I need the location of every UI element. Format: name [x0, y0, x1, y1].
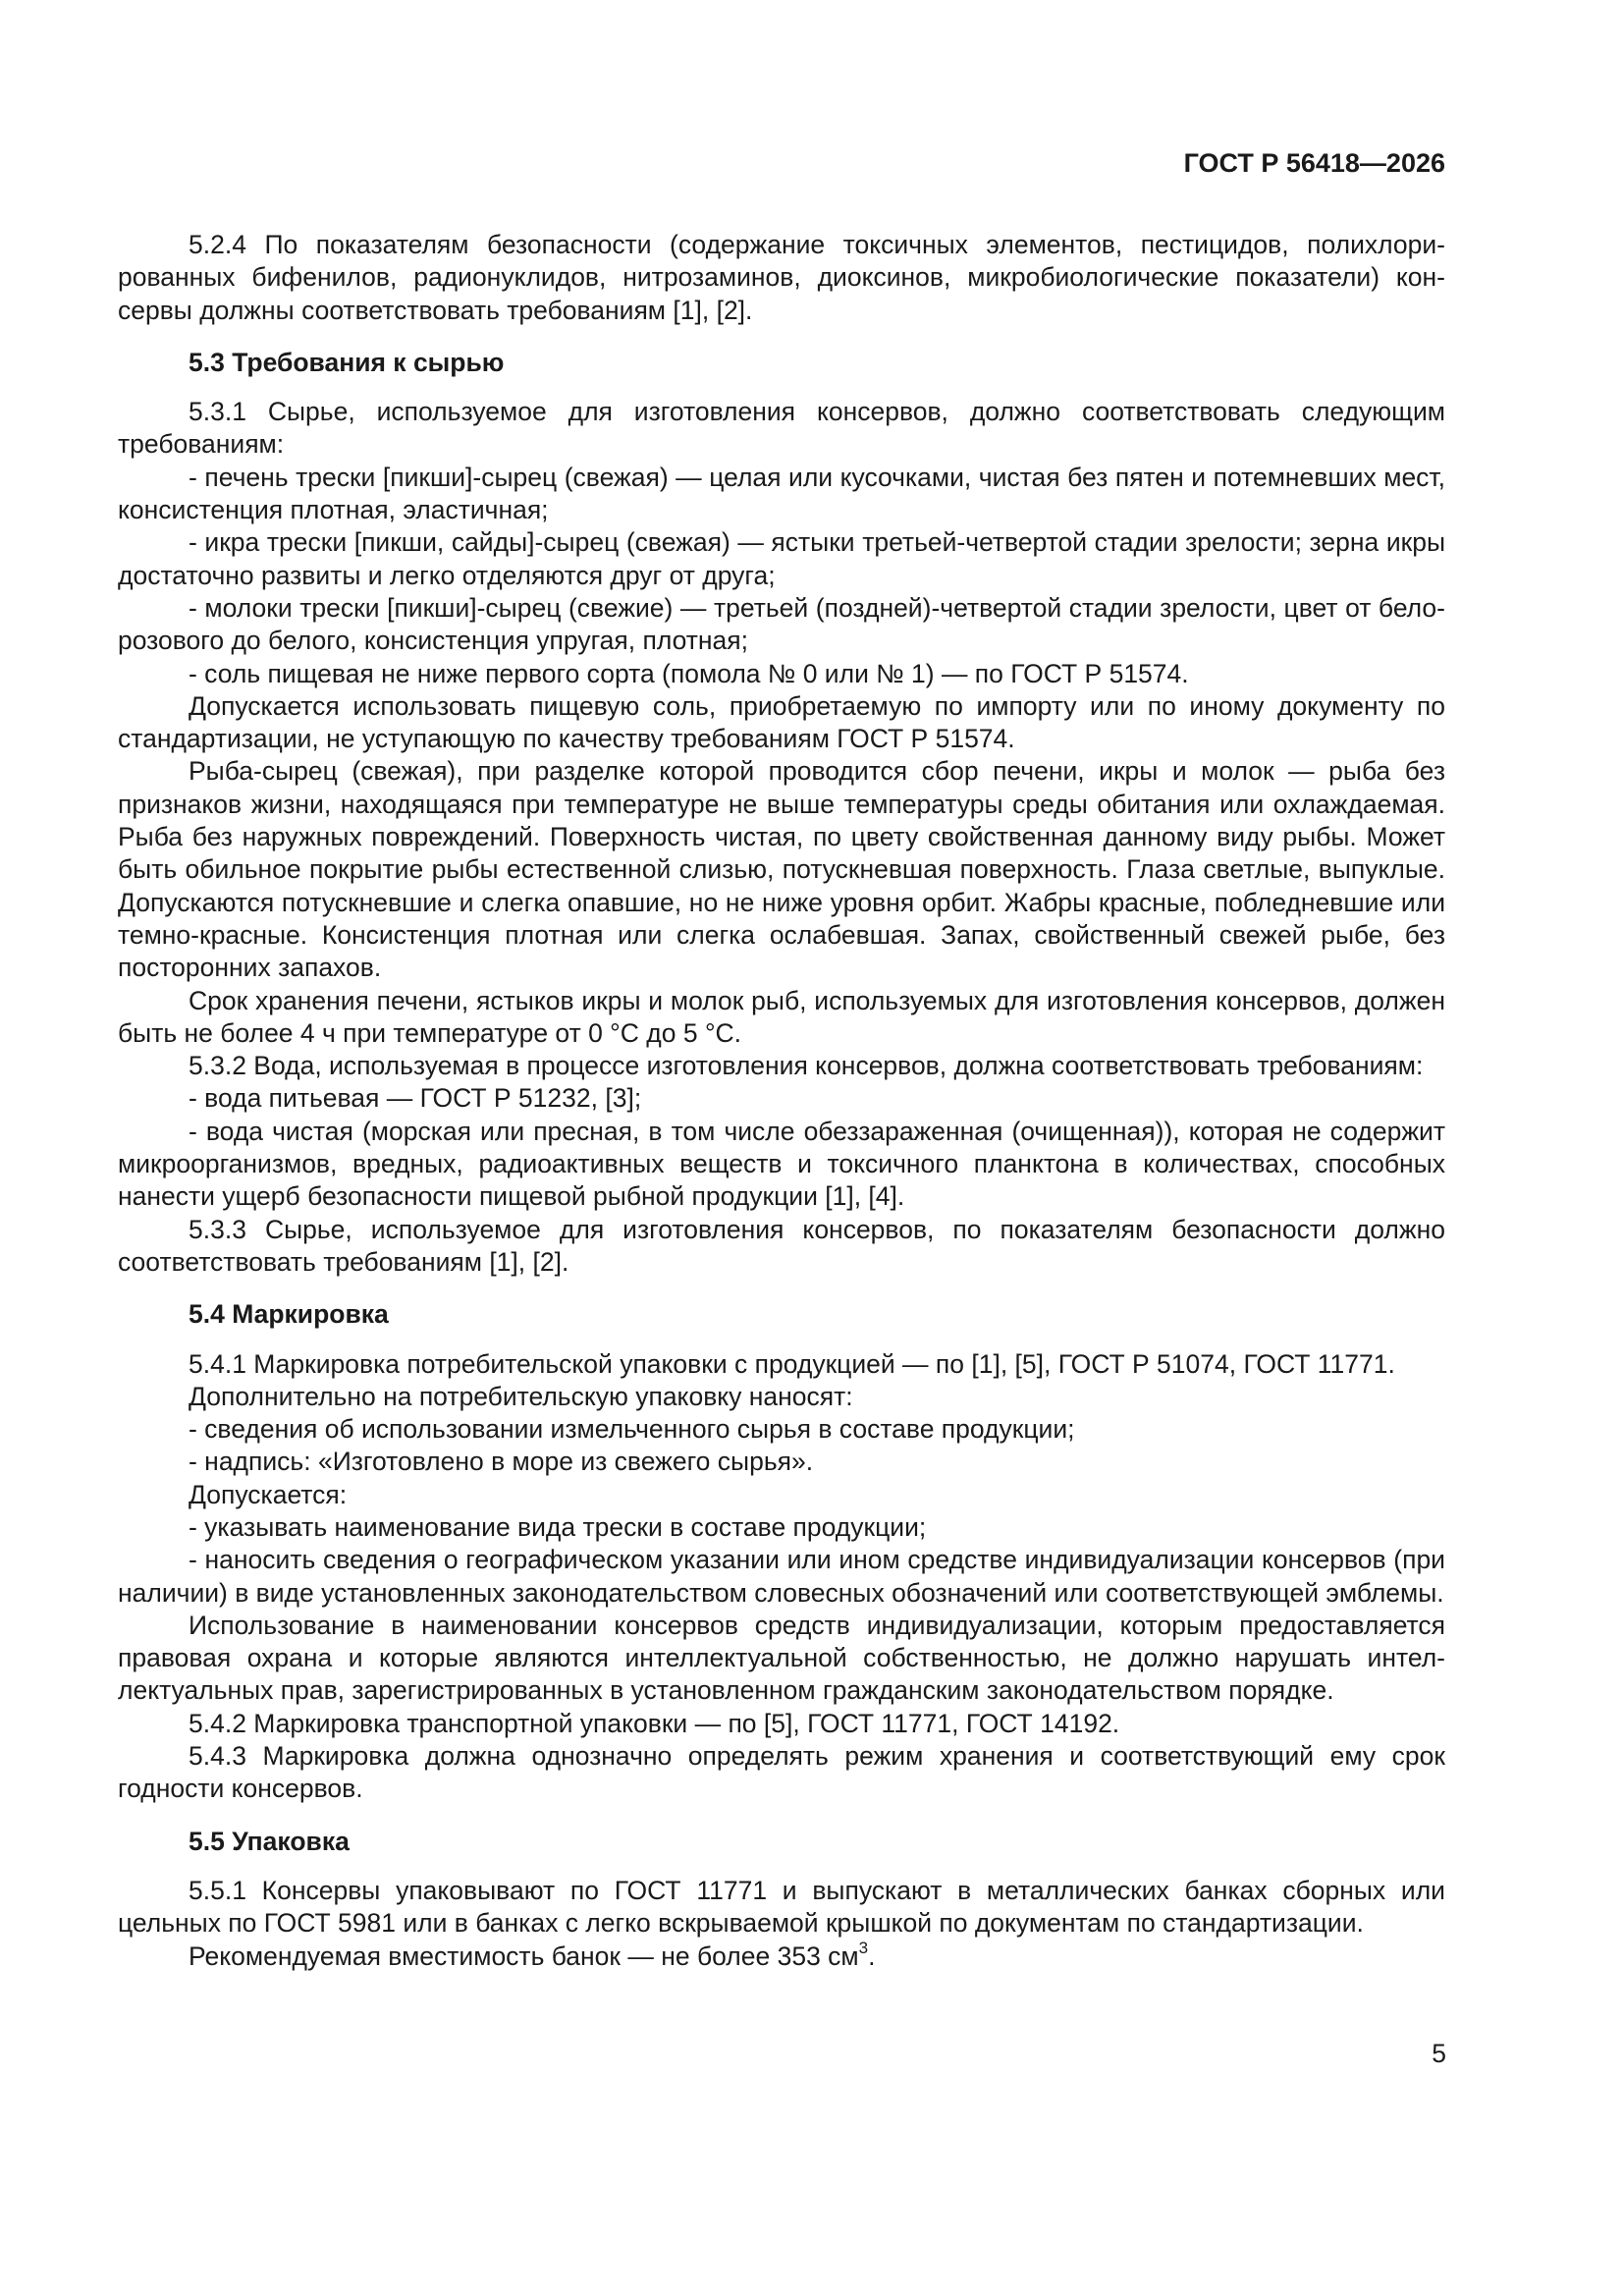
paragraph-5-3-1: 5.3.1 Сырье, используемое для изготовления консервов, должно соответствовать следующим требованиям: [118, 397, 1445, 460]
list-item-clean-water: - вода чистая (морская или пресная, в том числе обеззараженная (очищенная)), которая не содержит микроорганизмов, вредных, радиоактивных веществ и токсичного планктона в количествах, способных нанести ущерб безопасности пищевой рыбной продукции [1], [4]. [118, 1116, 1445, 1212]
paragraph-raw-fish: Рыба-сырец (свежая), при разделке которой проводится сбор печени, икры и молок — рыба без признаков жизни, находящаяся при температуре не выше температуры среды обитания или охлаждаемая. Рыба без наружных повреждений. Поверхность чистая, по цвету свойственная данному виду рыбы. Может быть обильное покрытие рыбы естественной слизью, потускневшая поверхность. Глаза светлые, выпуклые. Допускаются потускневшие и слегка опавшие, но не ниже уровня орбит. Жабры красные, побледневшие или темно-красные. Консистенция плотная или слегка ослабевшая. Запах, свойственный свежей рыбе, без посторонних запахов. [118, 756, 1445, 983]
cubic-superscript: 3 [858, 1938, 869, 1957]
paragraph-can-volume [118, 1938, 1445, 1973]
paragraph-salt-import: Допускается использовать пищевую соль, приобретаемую по импорту или по иному документу по стандартизации, не уступающую по качеству требованиям ГОСТ Р 51574. [118, 690, 1445, 754]
paragraph-storage-time: Срок хранения печени, ястыков икры и молок рыб, используемых для изготовления консервов, должен быть не более 4 ч при температуре от 0 °С до 5 °С. [118, 985, 1445, 1048]
list-item-minced-raw: - сведения об использовании измельченного сырья в составе продукции; [189, 1414, 1075, 1445]
paragraph-additional-marking: Дополнительно на потребительскую упаковку наносят: [189, 1381, 853, 1411]
paragraph-5-4-2: 5.4.2 Маркировка транспортной упаковки — по [5], ГОСТ 11771, ГОСТ 14192. [189, 1708, 1120, 1738]
section-heading-5-5: 5.5 Упаковка [189, 1826, 350, 1856]
paragraph-5-3-2: 5.3.2 Вода, используемая в процессе изготовления консервов, должна соответствовать требованиям: [189, 1051, 1424, 1081]
page-body [118, 229, 1445, 1973]
list-item-cod-roe: - икра трески [пикши, сайды]-сырец (свежая) — ястыки третьей-четвертой стадии зрелости; зерна икры достаточно развиты и легко отделяются друг от друга; [118, 527, 1445, 590]
paragraph-intellectual-property: Использование в наименовании консервов средств индивидуализации, которым предоставляется правовая охрана и которые являются интеллектуальной собственностью, не должно нарушать интеллектуальных прав, зарегистрированных в установленном гражданским законодательством порядке. [118, 1610, 1445, 1706]
section-heading-5-3: 5.3 Требования к сырью [189, 347, 505, 377]
can-volume-end: . [868, 1941, 876, 1971]
can-volume-text: Рекомендуемая вместимость банок — не более 353 см [189, 1941, 859, 1971]
paragraph-5-4-3: 5.4.3 Маркировка должна однозначно определять режим хранения и соответствующий ему срок годности консервов. [118, 1741, 1445, 1804]
page-number: 5 [1432, 2039, 1446, 2068]
list-item-drinking-water: - вода питьевая — ГОСТ Р 51232, [3]; [189, 1083, 642, 1114]
list-item-geographic-indication: - наносить сведения о географическом указании или ином средстве индивидуализации консервов (при наличии) в виде установленных законодательством словесных обозначений или соответствующей эмблемы. [118, 1545, 1445, 1608]
list-item-cod-species: - указывать наименование вида трески в составе продукции; [189, 1511, 927, 1542]
document-code-header: ГОСТ Р 56418—2026 [1183, 148, 1445, 178]
paragraph-5-3-3: 5.3.3 Сырье, используемое для изготовления консервов, по показателям безопасности должно соответствовать требованиям [1], [2]. [118, 1214, 1445, 1277]
paragraph-5-2-4: 5.2.4 По показателям безопасности (содержание токсичных элементов, пестицидов, полихлорированных бифенилов, радионуклидов, нитрозаминов, диоксинов, микробиологические показатели) консервы должны соответствовать требованиям [1], [2]. [118, 230, 1445, 325]
paragraph-5-5-1: 5.5.1 Консервы упаковывают по ГОСТ 11771 и выпускают в металлических банках сборных или цельных по ГОСТ 5981 или в банках с легко вскрываемой крышкой по документам по стандартизации. [118, 1875, 1445, 1939]
paragraph-5-4-1: 5.4.1 Маркировка потребительской упаковки с продукцией — по [1], [5], ГОСТ Р 51074, ГОСТ 11771. [189, 1348, 1395, 1379]
list-item-cod-liver: - печень трески [пикши]-сырец (свежая) — целая или кусочками, чистая без пятен и потемневших мест, консистенция плотная, эластичная; [118, 462, 1445, 525]
paragraph-allowed: Допускается: [189, 1479, 348, 1509]
list-item-cod-milt: - молоки трески [пикши]-сырец (свежие) — третьей (поздней)-четвертой стадии зрелости, цвет от бело-розового до белого, консистенция упругая, плотная; [118, 592, 1445, 656]
list-item-salt: - соль пищевая не ниже первого сорта (помола № 0 или № 1) — по ГОСТ Р 51574. [189, 658, 1189, 688]
list-item-made-at-sea: - надпись: «Изготовлено в море из свежего сырья». [189, 1447, 814, 1477]
section-heading-5-4: 5.4 Маркировка [189, 1299, 389, 1330]
